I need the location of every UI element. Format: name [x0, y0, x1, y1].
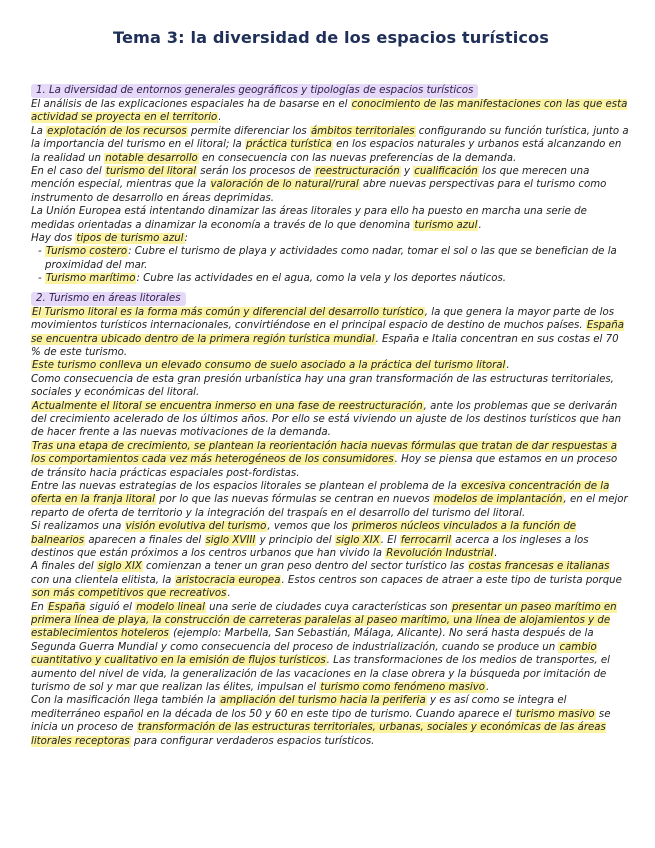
text-run: serán los procesos de [197, 166, 315, 178]
highlighted-text: son más competitivos que recreativos [32, 588, 227, 600]
text-run: Con la masificación llega también la [31, 695, 220, 707]
highlighted-text: turismo como fenómeno masivo [320, 682, 486, 694]
text-run: , ante los problemas que se derivarán del crecimiento acelerado de los últimos años. Por ello se está viviendo un ajuste de los destinos turísticos que han de hacer frente a las nuevas motivaciones de la demanda. [31, 400, 622, 439]
highlighted-text: turismo azul [414, 219, 478, 231]
text-run: . [506, 360, 510, 372]
text-run: para configurar verdaderos espacios turísticos. [130, 735, 375, 747]
paragraph [31, 98, 631, 125]
paragraph [31, 400, 631, 440]
document-body [31, 78, 631, 748]
text-run: siguió el [86, 601, 136, 613]
text-run: y principio del [256, 534, 335, 546]
highlighted-text: turismo del litoral [105, 166, 197, 178]
text-run: . Hoy se piensa que estamos en un proceso de tránsito hacia prácticas espaciales post-fordistas. [31, 454, 618, 479]
highlighted-text: reestructuración [315, 166, 400, 178]
highlighted-text: ferrocarril [400, 534, 452, 546]
section-2 [31, 286, 631, 748]
text-run: se inicia un proceso de [31, 708, 611, 734]
highlighted-text: tipos de turismo azul [76, 233, 184, 245]
text-run: . [478, 219, 482, 231]
highlighted-text: modelos de implantación [433, 494, 563, 506]
text-run: La [31, 125, 47, 137]
highlighted-text: valoración de lo natural/rural [210, 179, 359, 191]
text-run: y es así como se integra el mediterráneo español en la década de los 50 y 60 en este tipo de turismo. Cuando aparece el [31, 695, 567, 720]
text-run: , la que genera la mayor parte de los movimientos turísticos internacionales, convirtiéndose en el principal espacio de destino de muchos países. [31, 306, 615, 332]
highlighted-text: explotación de los recursos [47, 125, 187, 137]
highlighted-text: ámbitos territoriales [310, 125, 415, 137]
text-run: - [38, 273, 45, 285]
paragraph [31, 373, 631, 400]
text-run: . Estos centros son capaces de atraer a este tipo de turista porque [281, 574, 622, 586]
section-1 [31, 78, 631, 286]
highlighted-text: práctica turística [245, 139, 332, 151]
text-run: configurando su función turística, junto a la importancia del turismo en el litoral; la [31, 125, 629, 151]
highlighted-text: España se encuentra ubicado dentro de la primera región turística mundial [31, 320, 624, 345]
text-run: Como consecuencia de esta gran presión urbanística hay una gran transformación de las estructuras territoriales, sociales y económicas del litoral. [31, 373, 614, 399]
highlighted-text: costas francesas e italianas [468, 561, 610, 573]
highlighted-text: siglo XVIII [205, 534, 256, 546]
text-run: En [31, 601, 48, 613]
text-run: abre nuevas perspectivas para el turismo como instrumento de desarrollo en áreas deprimidas. [31, 179, 607, 204]
paragraph [31, 205, 631, 232]
highlighted-text: Este turismo conlleva un elevado consumo de suelo asociado a la práctica del turismo litoral [32, 360, 506, 372]
text-run: con una clientela elitista, la [31, 574, 175, 586]
text-run: A finales del [31, 561, 97, 573]
text-run: (ejemplo: Marbella, San Sebastián, Málaga, Alicante). No será hasta después de la Segunda Guerra Mundial y como consecuencia del proceso de industrialización, cuando se produce un [31, 628, 594, 653]
highlighted-text: España [48, 601, 86, 613]
text-run: , en el mejor reparto de oferta de territorio y la integración del traspaís en el desarrollo del turismo del litoral. [31, 494, 628, 519]
paragraph [31, 694, 631, 748]
text-run: Entre las nuevas estrategias de los espacios litorales se plantean el problema de la [31, 480, 461, 492]
highlighted-text: excesiva concentración de la oferta en la franja litoral [31, 480, 610, 506]
text-run: La Unión Europea está intentando dinamizar las áreas litorales y para ello ha puesto en marcha una serie de medidas orientadas a dinamizar la economía a través de lo que denomina [31, 206, 587, 231]
highlighted-text: siglo XIX [335, 534, 380, 546]
paragraph [31, 560, 631, 600]
highlighted-text: cambio cuantitativo y cualitativo en la emisión de flujos turísticos [31, 641, 597, 667]
highlighted-text: El Turismo litoral es la forma más común y diferencial del desarrollo turístico [32, 306, 424, 318]
highlighted-text: Turismo marítimo [45, 273, 136, 285]
text-run: . España e Italia concentran en sus costas el 70 % de este turismo. [31, 333, 619, 358]
highlighted-text: transformación de las estructuras territoriales, urbanas, sociales y económicas de las áreas litorales receptoras [31, 722, 606, 747]
text-run: acerca a los ingleses a los destinos que están próximos a los centros urbanos que han vivido la [31, 534, 589, 559]
paragraph [31, 601, 631, 695]
text-run: aparecen a finales del [85, 534, 205, 546]
text-run: Hay dos [31, 233, 76, 245]
text-run: Si realizamos una [31, 521, 125, 533]
paragraph [31, 165, 631, 205]
text-run: . [494, 548, 498, 559]
paragraph [31, 359, 631, 372]
text-run: en consecuencia con las nuevas preferencias de la demanda. [198, 152, 517, 164]
text-run: en los espacios naturales y urbanos está alcanzando en la realidad un [31, 139, 622, 164]
text-run: permite diferenciar los [187, 125, 310, 137]
text-run: comienzan a tener un gran peso dentro del sector turístico las [142, 561, 468, 573]
paragraph [31, 440, 631, 480]
highlighted-text: aristocracia europea [175, 574, 281, 586]
text-run: . Las transformaciones de los medios de transportes, el aumento del nivel de vida, la generalización de las vacaciones en la clase obrera y la búsqueda por imitación de turismo de sol y mar que realizan las élites, impulsan el [31, 655, 610, 694]
bullet-item [31, 272, 631, 285]
paragraph [31, 306, 631, 360]
highlighted-text: notable desarrollo [105, 152, 198, 164]
highlighted-text: turismo masivo [515, 708, 595, 720]
section-heading: 1. La diversidad de entornos generales geográficos y tipologías de espacios turísticos [31, 84, 478, 98]
text-run: : Cubre el turismo de playa y actividades como nadar, tomar el sol o las que se benefician de la proximidad del mar. [45, 246, 617, 271]
section-heading: 2. Turismo en áreas litorales [31, 292, 186, 306]
text-run: . [218, 112, 222, 124]
paragraph [31, 125, 631, 165]
text-run: . [227, 588, 231, 600]
paragraph [31, 480, 631, 520]
text-run: : Cubre las actividades en el agua, como la vela y los deportes náuticos. [136, 273, 507, 285]
highlighted-text: Tras una etapa de crecimiento, se plantean la reorientación hacia nuevas fórmulas que tratan de dar respuestas a los comportamientos cada vez más heterogéneos de los consumidores [31, 440, 618, 466]
text-run: . El [380, 534, 400, 546]
highlighted-text: ampliación del turismo hacia la periferia [220, 695, 426, 707]
text-run: , vemos que los [267, 521, 351, 533]
text-run: : [184, 233, 188, 245]
text-run: - [38, 246, 45, 258]
text-run: En el caso del [31, 166, 105, 178]
highlighted-text: Turismo costero [45, 246, 128, 258]
bullet-item [31, 245, 631, 272]
highlighted-text: cualificación [414, 166, 478, 178]
highlighted-text: Revolución Industrial [386, 548, 494, 559]
highlighted-text: Actualmente el litoral se encuentra inmerso en una fase de reestructuración [32, 400, 423, 412]
highlighted-text: primeros núcleos vinculados a la función de balnearios [31, 521, 577, 546]
highlighted-text: conocimiento de las manifestaciones con las que esta actividad se proyecta en el territorio [31, 99, 628, 124]
text-run: El análisis de las explicaciones espaciales ha de basarse en el [31, 99, 351, 110]
highlighted-text: presentar un paseo marítimo en primera línea de playa, la construcción de carreteras paralelas al paseo marítimo, una línea de alojamientos y de establecimientos hoteleros [31, 601, 617, 640]
highlighted-text: modelo lineal [136, 601, 205, 613]
page-title: Tema 3: la diversidad de los espacios turísticos [112, 28, 549, 47]
paragraph [31, 232, 631, 245]
text-run: por lo que las nuevas fórmulas se centran en nuevos [155, 494, 433, 506]
paragraph [31, 520, 631, 560]
highlighted-text: visión evolutiva del turismo [125, 521, 267, 533]
text-run: los que merecen una mención especial, mientras que la [31, 166, 590, 191]
text-run: una serie de ciudades cuya características son [205, 601, 451, 613]
text-run: y [400, 166, 414, 178]
text-run: . [486, 682, 490, 694]
highlighted-text: siglo XIX [97, 561, 142, 573]
